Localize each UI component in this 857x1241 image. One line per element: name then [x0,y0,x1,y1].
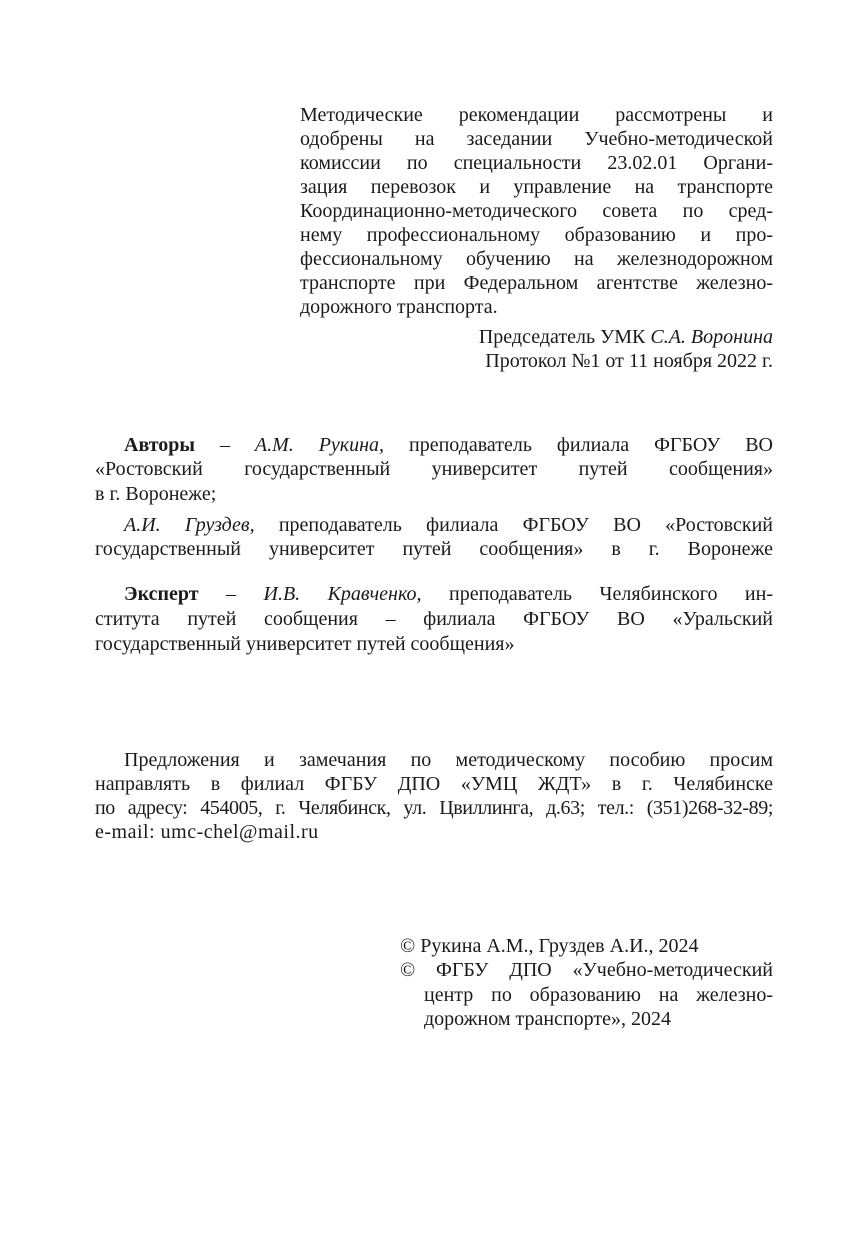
expert-line: ститута путей сообщения – филиала ФГБОУ ВО «Уральский [95,608,773,630]
approval-line: транспорте при Федеральном агентстве железно- [300,272,773,294]
expert-line [124,582,773,606]
copyright-line: © ФГБУ ДПО «Учебно-методический [400,959,773,981]
approval-line: дорожного транспорта. [300,296,498,318]
author1-line: «Ростовский государственный университет путей сообщения» [95,458,773,480]
approval-line: Координационно-методического совета по сред- [300,200,773,222]
author1-line [124,433,773,457]
email-line: e-mail: umc-chel@mail.ru [95,821,319,843]
dash: – [195,434,255,456]
chair-label: Председатель УМК [478,326,646,348]
author2-line: государственный университет путей сообщения» в г. Воронеже [95,538,773,560]
author1-line: в г. Воронеже; [95,483,217,505]
dash: – [198,583,264,605]
expert-affiliation: преподаватель Челябинского ин- [421,583,773,605]
suggestions-line: Предложения и замечания по методическому пособию просим [124,749,773,771]
approval-line: Методические рекомендации рассмотрены и [300,104,773,126]
author2-line [124,513,773,537]
suggestions-line: направлять в филиал ФГБУ ДПО «УМЦ ЖДТ» в г. Челябинске [95,773,773,795]
approval-line: нему профессиональному образованию и про- [300,224,773,246]
approval-line: фессиональному обучению на железнодорожном [300,248,773,270]
approval-line: зация перевозок и управление на транспорте [300,176,773,198]
expert-label: Эксперт [124,583,199,605]
copyright-line: центр по образованию на железно- [424,984,773,1006]
approval-line: комиссии по специальности 23.02.01 Органи- [300,152,773,174]
protocol-line: Протокол №1 от 11 ноября 2022 г. [485,350,773,372]
author2-name: А.И. Груздев, [124,514,255,536]
author2-affiliation: преподаватель филиала ФГБОУ ВО «Ростовский [254,514,773,536]
chair-line [300,325,773,349]
authors-label: Авторы [124,434,196,456]
suggestions-line: по адресу: 454005, г. Челябинск, ул. Цвиллинга, д.63; тел.: (351)268-32-89; [95,797,773,819]
author1-name: А.М. Рукина, [254,434,385,456]
copyright-line: © Рукина А.М., Груздев А.И., 2024 [400,935,699,957]
chair-name: С.А. Воронина [650,326,773,348]
approval-line: одобрены на заседании Учебно-методической [300,128,773,150]
expert-name: И.В. Кравченко, [263,583,422,605]
copyright-line: дорожном транспорте», 2024 [424,1008,671,1030]
author1-affiliation: преподаватель филиала ФГБОУ ВО [384,434,773,456]
expert-line: государственный университет путей сообщения» [95,633,515,655]
